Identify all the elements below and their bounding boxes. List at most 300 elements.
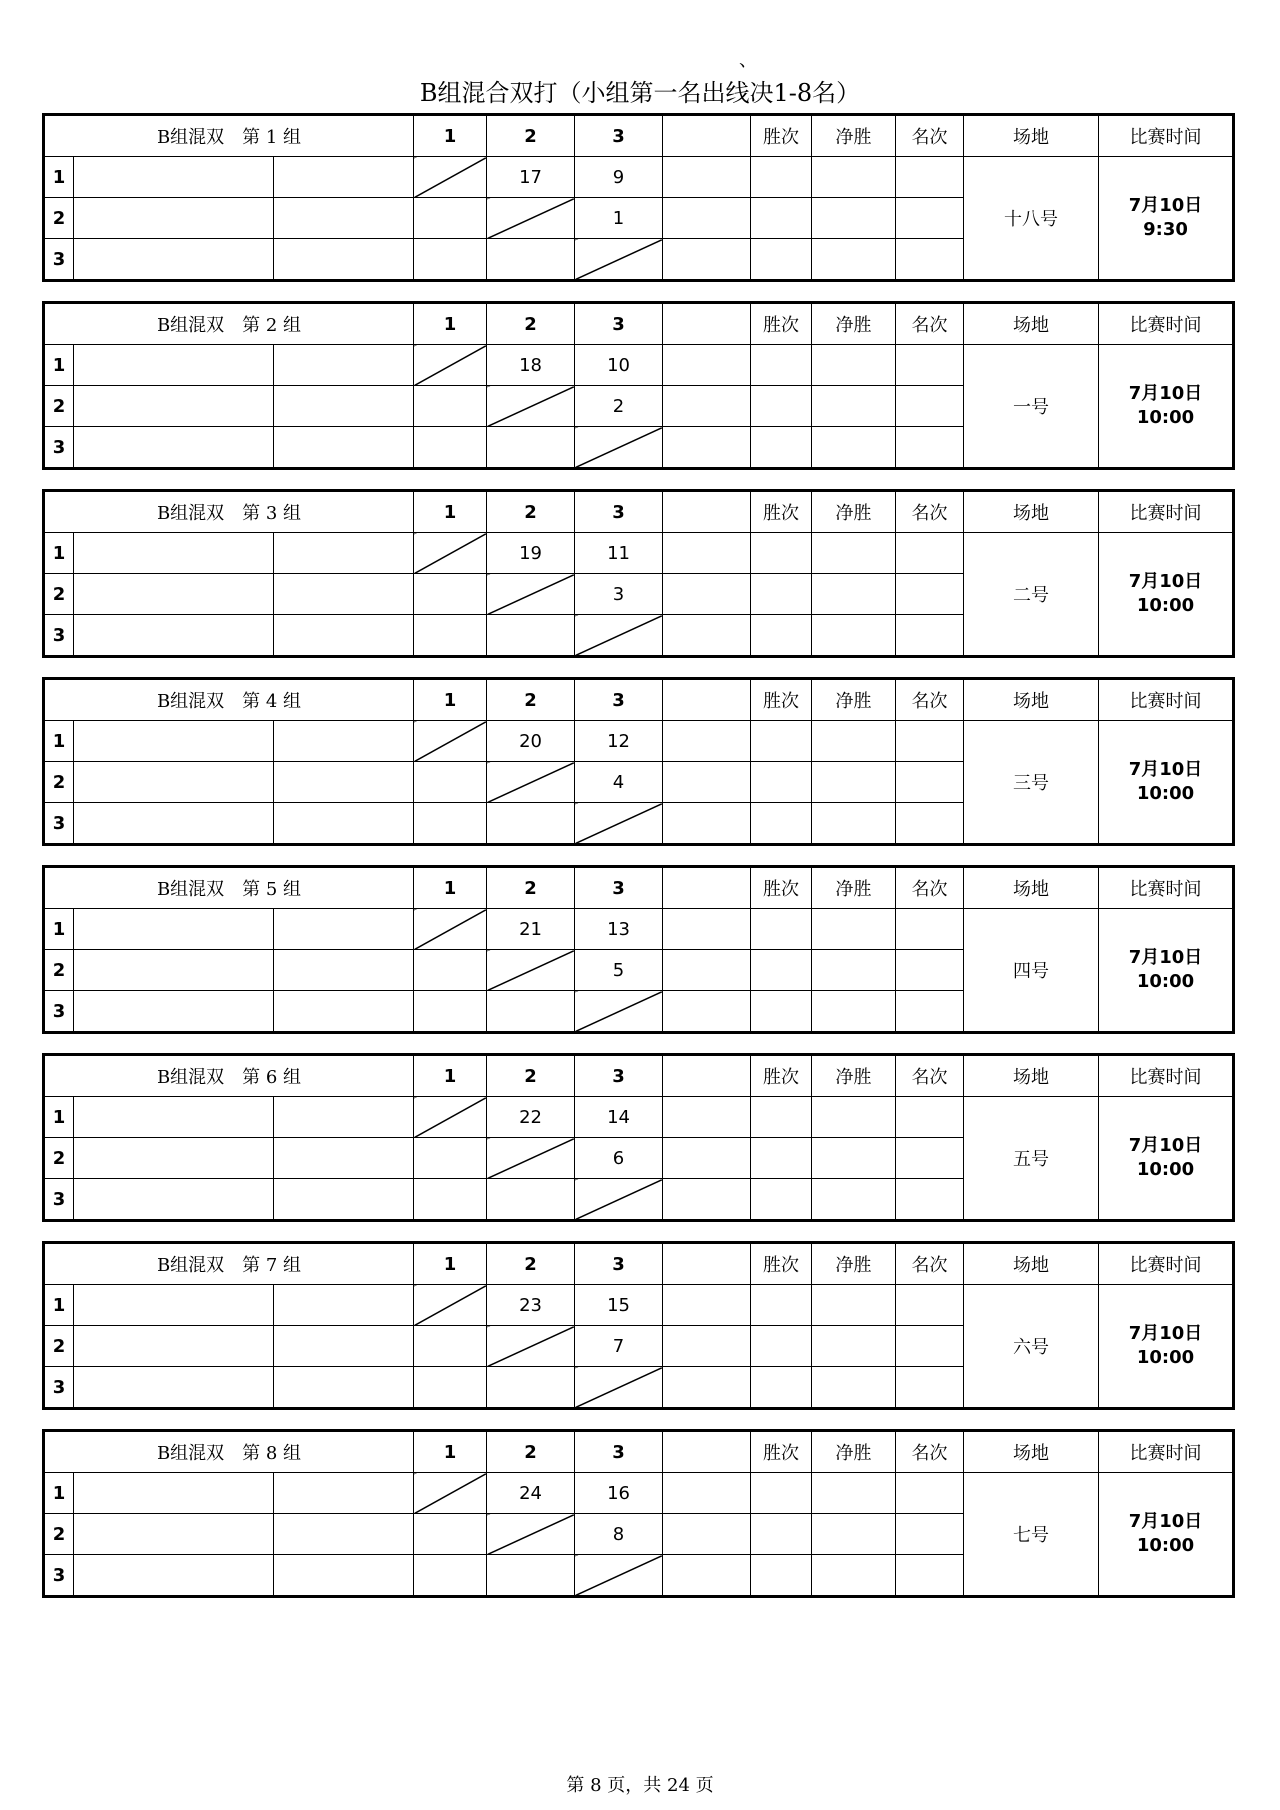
player-name-cell[interactable] (74, 950, 274, 991)
col-header-1: 1 (414, 679, 487, 721)
match-date: 7月10日 (1128, 383, 1203, 404)
player-unit-cell[interactable] (274, 386, 414, 427)
group-table (42, 489, 1235, 658)
player-name-cell[interactable] (74, 721, 274, 762)
venue-header: 场地 (964, 1243, 1099, 1285)
player-row (44, 1097, 1234, 1138)
col-header-3: 3 (575, 867, 663, 909)
col-header-2: 2 (487, 491, 575, 533)
blank-cell[interactable] (663, 1326, 751, 1367)
player-unit-cell[interactable] (274, 1555, 414, 1597)
wins-header: 胜次 (751, 1431, 812, 1473)
player-name-cell[interactable] (74, 615, 274, 657)
net-wins-cell[interactable] (812, 909, 896, 950)
player-unit-cell[interactable] (274, 345, 414, 386)
match-number-cell: 10 (575, 345, 663, 386)
blank-cell[interactable] (663, 991, 751, 1033)
row-number: 3 (44, 991, 74, 1033)
rank-cell[interactable] (896, 1367, 964, 1409)
match-time-cell (1099, 345, 1234, 469)
player-name-cell[interactable] (74, 157, 274, 198)
player-unit-cell[interactable] (274, 1285, 414, 1326)
net-wins-cell[interactable] (812, 1285, 896, 1326)
match-number-cell: 8 (575, 1514, 663, 1555)
blank-cell[interactable] (663, 1097, 751, 1138)
net-wins-cell[interactable] (812, 386, 896, 427)
blank-cell[interactable] (663, 1555, 751, 1597)
net-wins-cell[interactable] (812, 615, 896, 657)
rank-cell[interactable] (896, 345, 964, 386)
score-cell[interactable] (414, 1138, 487, 1179)
col-header-3: 3 (575, 679, 663, 721)
blank-cell[interactable] (663, 1514, 751, 1555)
score-cell[interactable] (487, 427, 575, 469)
net-wins-cell[interactable] (812, 1367, 896, 1409)
match-number-cell: 5 (575, 950, 663, 991)
net-wins-header: 净胜 (812, 491, 896, 533)
net-wins-cell[interactable] (812, 1097, 896, 1138)
net-wins-header: 净胜 (812, 303, 896, 345)
rank-cell[interactable] (896, 239, 964, 281)
venue-header: 场地 (964, 679, 1099, 721)
diagonal-cell (487, 950, 575, 991)
rank-cell[interactable] (896, 1097, 964, 1138)
col-header-1: 1 (414, 115, 487, 157)
row-number: 3 (44, 1555, 74, 1597)
blank-cell[interactable] (663, 721, 751, 762)
match-clock: 10:00 (1136, 1535, 1195, 1556)
player-unit-cell[interactable] (274, 762, 414, 803)
rank-cell[interactable] (896, 427, 964, 469)
net-wins-cell[interactable] (812, 1555, 896, 1597)
net-wins-cell[interactable] (812, 345, 896, 386)
blank-cell[interactable] (663, 1138, 751, 1179)
match-number-cell: 2 (575, 386, 663, 427)
score-cell[interactable] (487, 615, 575, 657)
rank-header: 名次 (896, 1431, 964, 1473)
group-header-row (44, 491, 1234, 533)
player-name-cell[interactable] (74, 803, 274, 845)
match-number-cell: 13 (575, 909, 663, 950)
player-name-cell[interactable] (74, 1179, 274, 1221)
player-name-cell[interactable] (74, 1326, 274, 1367)
blank-cell[interactable] (663, 1367, 751, 1409)
blank-cell[interactable] (663, 239, 751, 281)
score-cell[interactable] (414, 803, 487, 845)
player-name-cell[interactable] (74, 239, 274, 281)
blank-cell[interactable] (663, 909, 751, 950)
player-unit-cell[interactable] (274, 533, 414, 574)
score-cell[interactable] (414, 239, 487, 281)
net-wins-cell[interactable] (812, 1514, 896, 1555)
net-wins-cell[interactable] (812, 950, 896, 991)
match-number-cell: 14 (575, 1097, 663, 1138)
net-wins-cell[interactable] (812, 574, 896, 615)
row-number: 3 (44, 427, 74, 469)
page-footer: 第 8 页，共 24 页 (566, 1775, 714, 1796)
rank-cell[interactable] (896, 1138, 964, 1179)
col-header-1: 1 (414, 1431, 487, 1473)
player-name-cell[interactable] (74, 386, 274, 427)
venue-cell: 三号 (964, 721, 1099, 845)
net-wins-cell[interactable] (812, 1473, 896, 1514)
rank-cell[interactable] (896, 198, 964, 239)
wins-cell[interactable] (751, 615, 812, 657)
blank-cell[interactable] (663, 1285, 751, 1326)
score-cell[interactable] (487, 239, 575, 281)
player-name-cell[interactable] (74, 1514, 274, 1555)
wins-cell[interactable] (751, 909, 812, 950)
player-row (44, 1285, 1234, 1326)
match-clock: 10:00 (1136, 595, 1195, 616)
group-table (42, 865, 1235, 1034)
net-wins-cell[interactable] (812, 721, 896, 762)
rank-header: 名次 (896, 1243, 964, 1285)
wins-cell[interactable] (751, 239, 812, 281)
match-time-cell (1099, 1473, 1234, 1597)
group-table (42, 1429, 1235, 1598)
player-unit-cell[interactable] (274, 198, 414, 239)
diagonal-cell (575, 1179, 663, 1221)
wins-cell[interactable] (751, 721, 812, 762)
player-unit-cell[interactable] (274, 1514, 414, 1555)
diagonal-cell (414, 533, 487, 574)
score-cell[interactable] (487, 1367, 575, 1409)
group-header-row (44, 1431, 1234, 1473)
col-header-3: 3 (575, 1055, 663, 1097)
row-number: 1 (44, 721, 74, 762)
match-clock: 10:00 (1136, 971, 1195, 992)
venue-cell: 四号 (964, 909, 1099, 1033)
wins-cell[interactable] (751, 1326, 812, 1367)
blank-cell[interactable] (663, 533, 751, 574)
blank-cell[interactable] (663, 574, 751, 615)
wins-cell[interactable] (751, 386, 812, 427)
diagonal-cell (487, 762, 575, 803)
net-wins-cell[interactable] (812, 803, 896, 845)
player-row (44, 1473, 1234, 1514)
score-cell[interactable] (414, 1514, 487, 1555)
match-date: 7月10日 (1128, 571, 1203, 592)
player-unit-cell[interactable] (274, 1326, 414, 1367)
rank-header: 名次 (896, 115, 964, 157)
time-header: 比赛时间 (1099, 491, 1234, 533)
player-name-cell[interactable] (74, 1138, 274, 1179)
player-name-cell[interactable] (74, 574, 274, 615)
match-number-cell: 20 (487, 721, 575, 762)
blank-cell[interactable] (663, 157, 751, 198)
score-cell[interactable] (414, 1555, 487, 1597)
score-cell[interactable] (414, 198, 487, 239)
net-wins-cell[interactable] (812, 1138, 896, 1179)
col-header-3: 3 (575, 115, 663, 157)
player-unit-cell[interactable] (274, 991, 414, 1033)
col-header-2: 2 (487, 1431, 575, 1473)
diagonal-cell (487, 1138, 575, 1179)
rank-cell[interactable] (896, 1179, 964, 1221)
row-number: 1 (44, 1097, 74, 1138)
wins-cell[interactable] (751, 1285, 812, 1326)
rank-cell[interactable] (896, 721, 964, 762)
row-number: 2 (44, 198, 74, 239)
blank-header (663, 115, 751, 157)
player-name-cell[interactable] (74, 533, 274, 574)
score-cell[interactable] (487, 1179, 575, 1221)
score-cell[interactable] (414, 1326, 487, 1367)
wins-cell[interactable] (751, 1097, 812, 1138)
match-date: 7月10日 (1128, 947, 1203, 968)
score-cell[interactable] (414, 991, 487, 1033)
venue-cell: 一号 (964, 345, 1099, 469)
net-wins-cell[interactable] (812, 991, 896, 1033)
diagonal-cell (575, 991, 663, 1033)
wins-cell[interactable] (751, 1179, 812, 1221)
player-row (44, 533, 1234, 574)
col-header-3: 3 (575, 491, 663, 533)
score-cell[interactable] (414, 1367, 487, 1409)
net-wins-header: 净胜 (812, 867, 896, 909)
rank-cell[interactable] (896, 1555, 964, 1597)
col-header-1: 1 (414, 867, 487, 909)
net-wins-cell[interactable] (812, 157, 896, 198)
score-cell[interactable] (414, 1179, 487, 1221)
group-table (42, 677, 1235, 846)
row-number: 1 (44, 345, 74, 386)
rank-cell[interactable] (896, 533, 964, 574)
match-time-cell (1099, 909, 1234, 1033)
match-date: 7月10日 (1128, 759, 1203, 780)
player-unit-cell[interactable] (274, 909, 414, 950)
group-name: B组混双 第 6 组 (44, 1055, 414, 1097)
rank-cell[interactable] (896, 615, 964, 657)
blank-cell[interactable] (663, 345, 751, 386)
blank-cell[interactable] (663, 615, 751, 657)
rank-header: 名次 (896, 1055, 964, 1097)
match-time-cell (1099, 1097, 1234, 1221)
diagonal-cell (414, 157, 487, 198)
score-cell[interactable] (487, 803, 575, 845)
blank-header (663, 1243, 751, 1285)
rank-header: 名次 (896, 679, 964, 721)
player-unit-cell[interactable] (274, 1473, 414, 1514)
wins-cell[interactable] (751, 1138, 812, 1179)
row-number: 2 (44, 1514, 74, 1555)
match-number-cell: 19 (487, 533, 575, 574)
rank-cell[interactable] (896, 1514, 964, 1555)
rank-header: 名次 (896, 303, 964, 345)
col-header-1: 1 (414, 491, 487, 533)
blank-header (663, 1431, 751, 1473)
score-cell[interactable] (414, 615, 487, 657)
blank-cell[interactable] (663, 1473, 751, 1514)
group-header-row (44, 303, 1234, 345)
diagonal-cell (487, 386, 575, 427)
row-number: 3 (44, 803, 74, 845)
match-number-cell: 11 (575, 533, 663, 574)
wins-cell[interactable] (751, 574, 812, 615)
player-unit-cell[interactable] (274, 803, 414, 845)
net-wins-header: 净胜 (812, 115, 896, 157)
group-name: B组混双 第 7 组 (44, 1243, 414, 1285)
player-unit-cell[interactable] (274, 1179, 414, 1221)
rank-cell[interactable] (896, 386, 964, 427)
group-name: B组混双 第 8 组 (44, 1431, 414, 1473)
rank-header: 名次 (896, 867, 964, 909)
time-header: 比赛时间 (1099, 115, 1234, 157)
wins-cell[interactable] (751, 1514, 812, 1555)
rank-cell[interactable] (896, 991, 964, 1033)
score-cell[interactable] (487, 1555, 575, 1597)
wins-cell[interactable] (751, 1473, 812, 1514)
player-row (44, 345, 1234, 386)
net-wins-cell[interactable] (812, 533, 896, 574)
player-unit-cell[interactable] (274, 1138, 414, 1179)
player-name-cell[interactable] (74, 909, 274, 950)
player-name-cell[interactable] (74, 762, 274, 803)
group-name: B组混双 第 3 组 (44, 491, 414, 533)
player-unit-cell[interactable] (274, 950, 414, 991)
player-unit-cell[interactable] (274, 239, 414, 281)
rank-cell[interactable] (896, 762, 964, 803)
diagonal-cell (487, 1514, 575, 1555)
rank-cell[interactable] (896, 1326, 964, 1367)
net-wins-cell[interactable] (812, 1179, 896, 1221)
wins-cell[interactable] (751, 533, 812, 574)
player-unit-cell[interactable] (274, 615, 414, 657)
wins-cell[interactable] (751, 991, 812, 1033)
blank-cell[interactable] (663, 198, 751, 239)
rank-cell[interactable] (896, 909, 964, 950)
player-name-cell[interactable] (74, 1473, 274, 1514)
player-unit-cell[interactable] (274, 574, 414, 615)
wins-cell[interactable] (751, 345, 812, 386)
player-unit-cell[interactable] (274, 427, 414, 469)
score-cell[interactable] (487, 991, 575, 1033)
match-number-cell: 9 (575, 157, 663, 198)
wins-cell[interactable] (751, 803, 812, 845)
venue-header: 场地 (964, 491, 1099, 533)
match-time-cell (1099, 157, 1234, 281)
match-number-cell: 3 (575, 574, 663, 615)
group-name: B组混双 第 2 组 (44, 303, 414, 345)
diagonal-cell (575, 1367, 663, 1409)
score-cell[interactable] (414, 386, 487, 427)
player-unit-cell[interactable] (274, 721, 414, 762)
net-wins-cell[interactable] (812, 762, 896, 803)
match-number-cell: 16 (575, 1473, 663, 1514)
wins-header: 胜次 (751, 1055, 812, 1097)
venue-header: 场地 (964, 867, 1099, 909)
player-name-cell[interactable] (74, 345, 274, 386)
net-wins-cell[interactable] (812, 427, 896, 469)
match-clock: 10:00 (1136, 1347, 1195, 1368)
row-number: 1 (44, 909, 74, 950)
diagonal-cell (487, 1326, 575, 1367)
match-number-cell: 4 (575, 762, 663, 803)
player-name-cell[interactable] (74, 1285, 274, 1326)
diagonal-cell (414, 1097, 487, 1138)
diagonal-cell (575, 427, 663, 469)
blank-cell[interactable] (663, 950, 751, 991)
wins-cell[interactable] (751, 762, 812, 803)
match-number-cell: 24 (487, 1473, 575, 1514)
time-header: 比赛时间 (1099, 1243, 1234, 1285)
row-number: 2 (44, 1138, 74, 1179)
venue-cell: 六号 (964, 1285, 1099, 1409)
group-header-row (44, 1243, 1234, 1285)
player-name-cell[interactable] (74, 427, 274, 469)
net-wins-cell[interactable] (812, 239, 896, 281)
diagonal-cell (575, 803, 663, 845)
wins-cell[interactable] (751, 1367, 812, 1409)
rank-cell[interactable] (896, 574, 964, 615)
wins-cell[interactable] (751, 950, 812, 991)
venue-header: 场地 (964, 1055, 1099, 1097)
score-cell[interactable] (414, 950, 487, 991)
rank-cell[interactable] (896, 1473, 964, 1514)
wins-cell[interactable] (751, 1555, 812, 1597)
blank-cell[interactable] (663, 803, 751, 845)
wins-cell[interactable] (751, 427, 812, 469)
diagonal-cell (575, 1555, 663, 1597)
rank-cell[interactable] (896, 950, 964, 991)
blank-cell[interactable] (663, 386, 751, 427)
row-number: 2 (44, 574, 74, 615)
group-table (42, 1053, 1235, 1222)
player-name-cell[interactable] (74, 1367, 274, 1409)
wins-header: 胜次 (751, 303, 812, 345)
blank-cell[interactable] (663, 1179, 751, 1221)
wins-cell[interactable] (751, 198, 812, 239)
blank-cell[interactable] (663, 427, 751, 469)
diagonal-cell (575, 239, 663, 281)
score-cell[interactable] (414, 762, 487, 803)
player-name-cell[interactable] (74, 1555, 274, 1597)
rank-cell[interactable] (896, 803, 964, 845)
col-header-2: 2 (487, 115, 575, 157)
match-time-cell (1099, 1285, 1234, 1409)
match-clock: 10:00 (1136, 783, 1195, 804)
net-wins-cell[interactable] (812, 1326, 896, 1367)
row-number: 2 (44, 950, 74, 991)
wins-cell[interactable] (751, 157, 812, 198)
match-date: 7月10日 (1128, 195, 1203, 216)
score-cell[interactable] (414, 427, 487, 469)
player-name-cell[interactable] (74, 1097, 274, 1138)
wins-header: 胜次 (751, 679, 812, 721)
col-header-2: 2 (487, 303, 575, 345)
score-cell[interactable] (414, 574, 487, 615)
player-unit-cell[interactable] (274, 1367, 414, 1409)
player-name-cell[interactable] (74, 198, 274, 239)
player-unit-cell[interactable] (274, 157, 414, 198)
player-unit-cell[interactable] (274, 1097, 414, 1138)
player-name-cell[interactable] (74, 991, 274, 1033)
col-header-3: 3 (575, 303, 663, 345)
match-number-cell: 23 (487, 1285, 575, 1326)
diagonal-cell (487, 198, 575, 239)
match-number-cell: 12 (575, 721, 663, 762)
blank-cell[interactable] (663, 762, 751, 803)
rank-cell[interactable] (896, 157, 964, 198)
venue-cell: 十八号 (964, 157, 1099, 281)
row-number: 1 (44, 533, 74, 574)
rank-cell[interactable] (896, 1285, 964, 1326)
match-number-cell: 18 (487, 345, 575, 386)
match-time-cell (1099, 721, 1234, 845)
diagonal-cell (414, 721, 487, 762)
net-wins-cell[interactable] (812, 198, 896, 239)
